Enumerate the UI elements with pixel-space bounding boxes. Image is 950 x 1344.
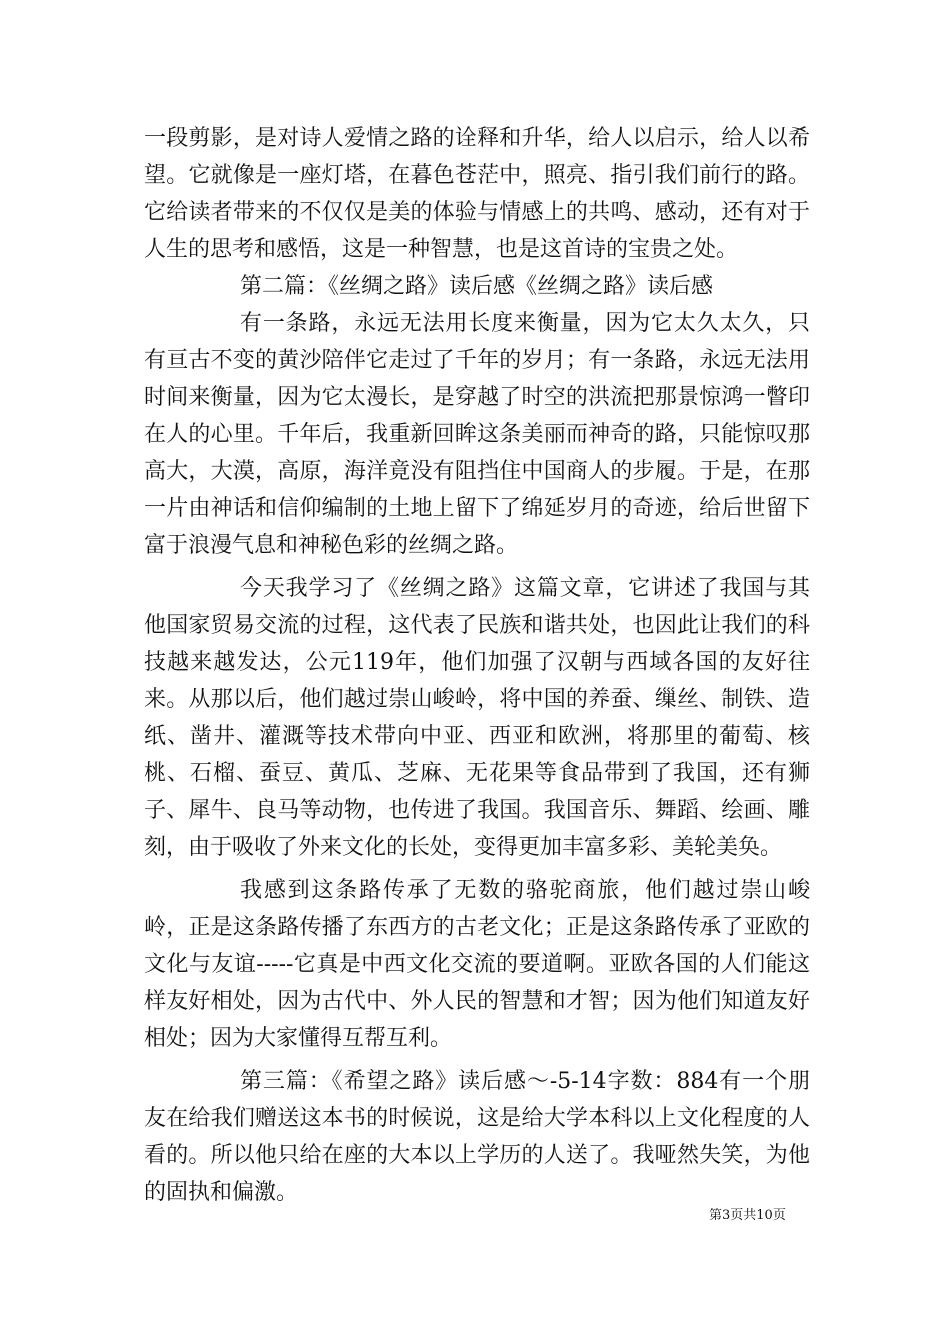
paragraph-continuation: 一段剪影，是对诗人爱情之路的诠释和升华，给人以启示，给人以希望。它就像是一座灯塔，在暮色苍茫中，照亮、指引我们前行的路。它给读者带来的不仅仅是美的体验与情感上的共鸣、感动，还有对于人生的思考和感悟，这是一种智慧，也是这首诗的宝贵之处。 <box>144 126 810 262</box>
document-body <box>144 120 810 1211</box>
paragraph: 今天我学习了《丝绸之路》这篇文章，它讲述了我国与其他国家贸易交流的过程，这代表了民族和谐共处，也因此让我们的科技越来越发达，公元119年，他们加强了汉朝与西域各国的友好往来。从那以后，他们越过崇山峻岭，将中国的养蚕、缫丝、制铁、造纸、凿井、灌溉等技术带向中亚、西亚和欧洲，将那里的葡萄、核桃、石榴、蚕豆、黄瓜、芝麻、无花果等食品带到了我国，还有狮子、犀牛、良马等动物，也传进了我国。我国音乐、舞蹈、绘画、雕刻，由于吸收了外来文化的长处，变得更加丰富多彩、美轮美奂。 <box>144 576 810 860</box>
section-heading-2: 第二篇：《丝绸之路》读后感《丝绸之路》读后感 <box>240 274 714 299</box>
paragraph: 有一条路，永远无法用长度来衡量，因为它太久太久，只有亘古不变的黄沙陪伴它走过了千年的岁月；有一条路，永远无法用时间来衡量，因为它太漫长，是穿越了时空的洪流把那景惊鸿一瞥印在人的心里。千年后，我重新回眸这条美丽而神奇的路，只能惊叹那高大，大漠，高原，海洋竟没有阻挡住中国商人的步履。于是，在那一片由神话和信仰编制的土地上留下了绵延岁月的奇迹，给后世留下富于浪漫气息和神秘色彩的丝绸之路。 <box>144 311 810 558</box>
paragraph: 我感到这条路传承了无数的骆驼商旅，他们越过崇山峻岭，正是这条路传播了东西方的古老文化；正是这条路传承了亚欧的文化与友谊-----它真是中西文化交流的要道啊。亚欧各国的人们能这样友好相处，因为古代中、外人民的智慧和才智；因为他们知道友好相处；因为大家懂得互帮互利。 <box>144 878 810 1051</box>
page-number-footer: 第3页共10页 <box>709 1208 786 1223</box>
section-heading-3: 第三篇：《希望之路》读后感～-5-14字数：884有一个朋友在给我们赠送这本书的时候说，这是给大学本科以上文化程度的人看的。所以他只给在座的大本以上学历的人送了。我哑然失笑，为他的固执和偏激。 <box>144 1069 810 1205</box>
